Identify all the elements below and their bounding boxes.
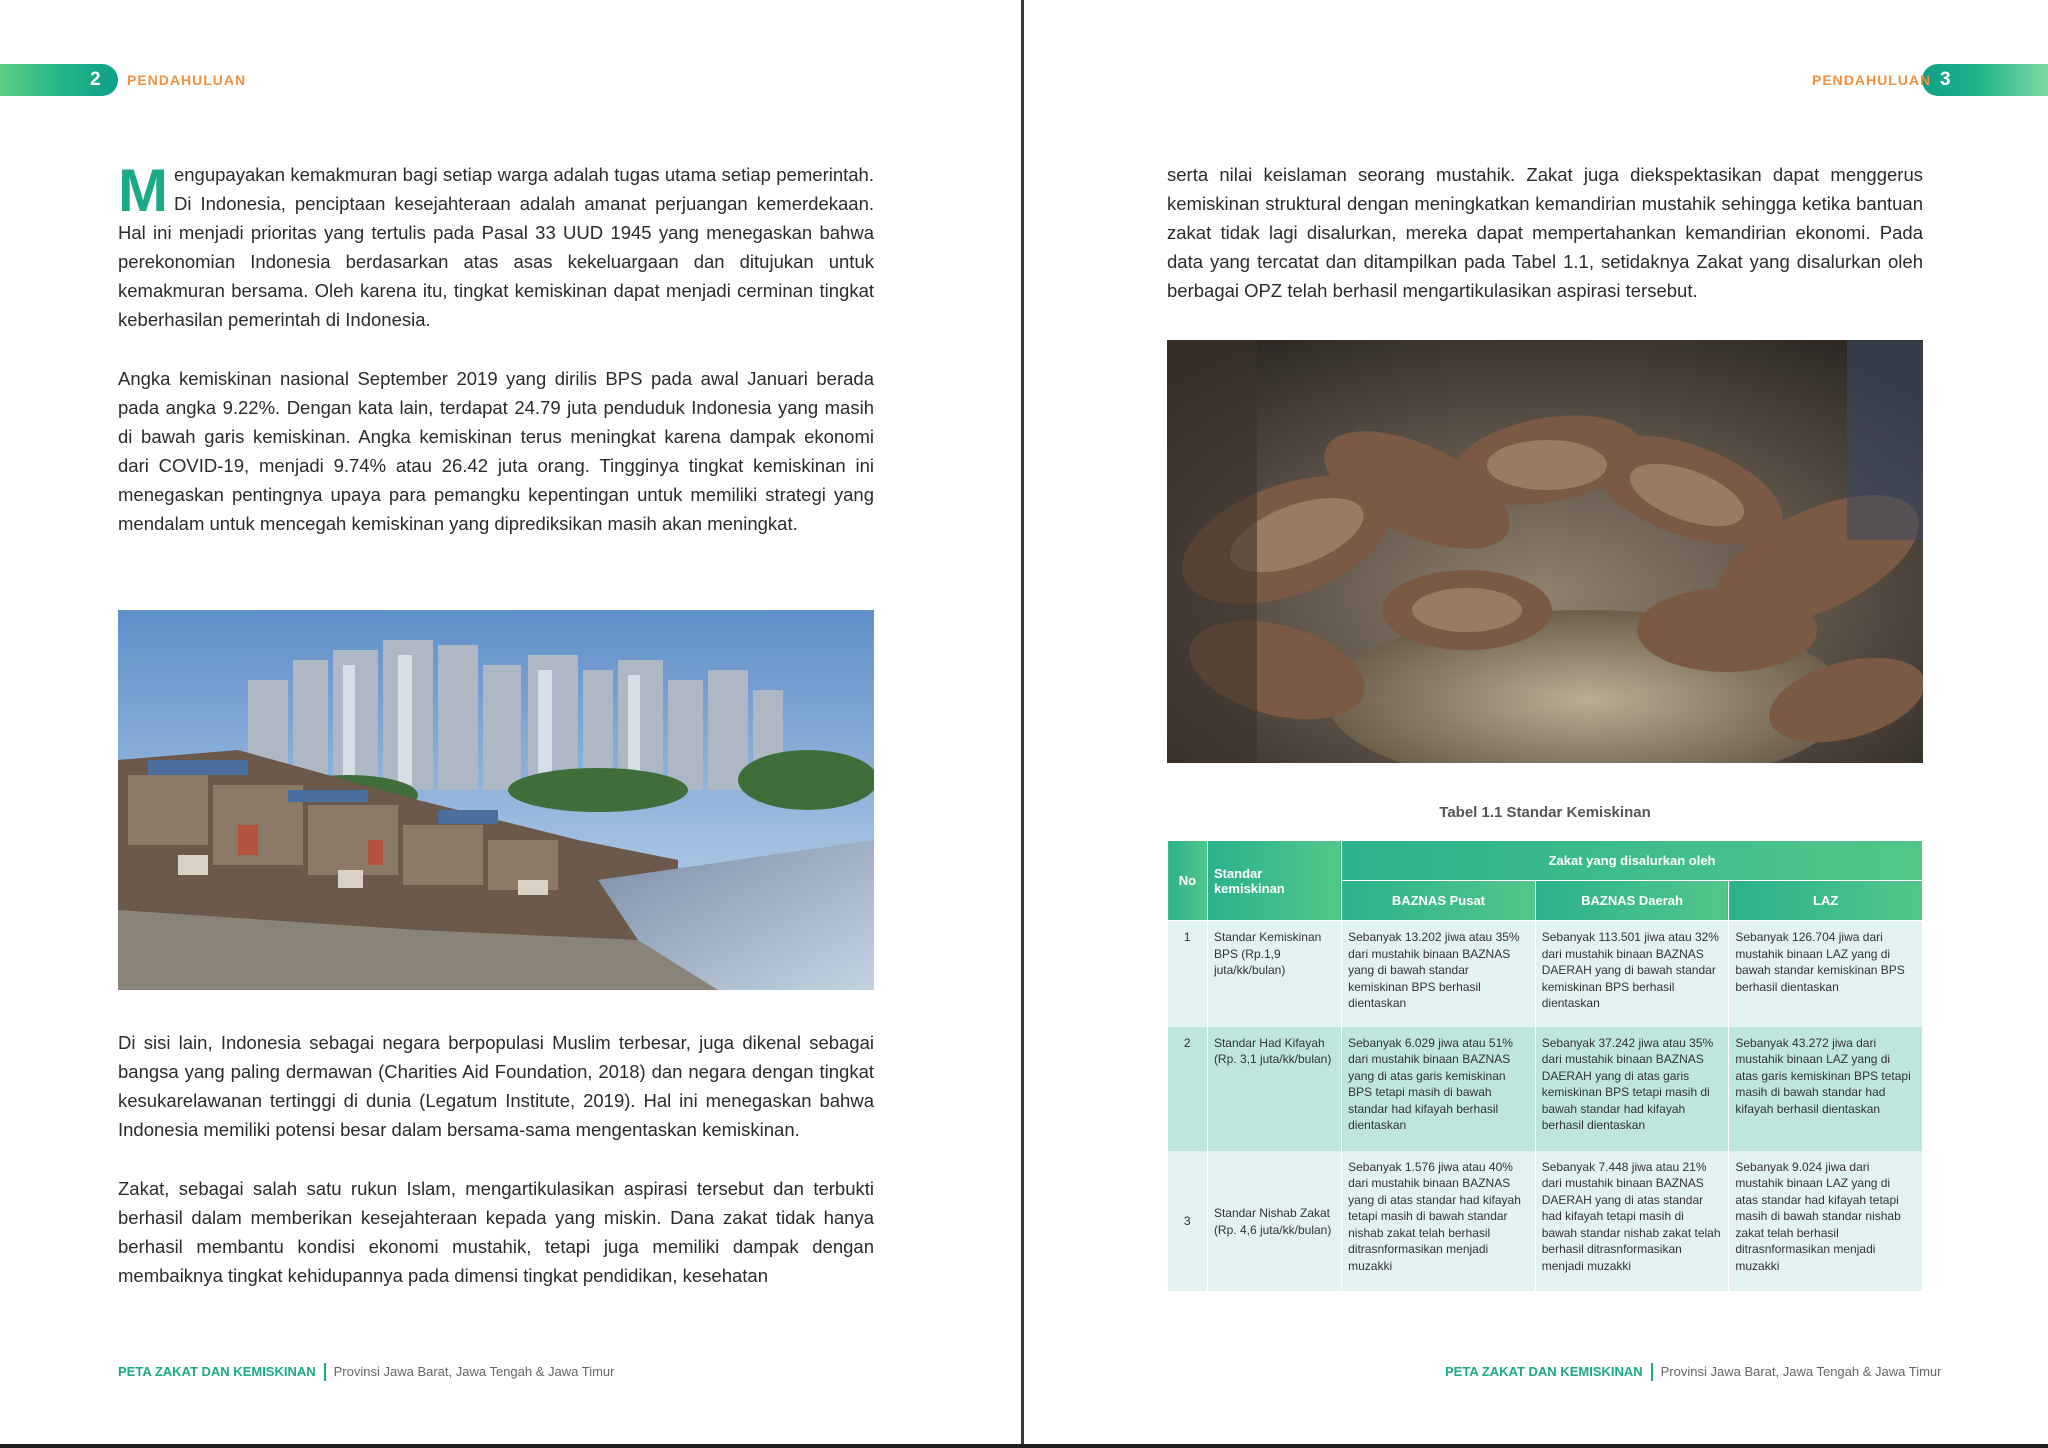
footer-subtitle: Provinsi Jawa Barat, Jawa Tengah & Jawa Timur: [333, 1364, 615, 1379]
cell-pusat: Sebanyak 6.029 jiwa atau 51% dari mustahik binaan BAZNAS yang di atas garis kemiskinan BPS tetapi masih di bawah standar had kifayah berhasil dientaskan: [1342, 1027, 1536, 1151]
cell-laz: Sebanyak 9.024 jiwa dari mustahik binaan LAZ yang di atas standar had kifayah tetapi masih di bawah standar nishab zakat telah berhasil ditrasnformasikan menjadi muzakki: [1729, 1151, 1923, 1291]
table-row: [1168, 921, 1923, 1027]
header-baznas-pusat: BAZNAS Pusat: [1342, 881, 1536, 921]
table-row: [1168, 1027, 1923, 1151]
footer-subtitle: Provinsi Jawa Barat, Jawa Tengah & Jawa Timur: [1660, 1364, 1942, 1379]
paragraph-1: serta nilai keislaman seorang mustahik. Zakat juga diekspektasikan dapat menggerus kemiskinan struktural dengan meningkatkan kemandirian mustahik sehingga ketika bantuan zakat tidak lagi disalurkan, mereka dapat mempertahankan kemandirian ekonomi. Pada data yang tercatat dan ditampilkan pada Tabel 1.1, setidaknya Zakat yang disalurkan oleh berbagai OPZ telah berhasil mengartikulasikan aspirasi tersebut.: [1167, 164, 1923, 301]
header-standar: Standar kemiskinan: [1207, 841, 1341, 921]
hands-rice-photo: [1167, 340, 1923, 763]
paragraph-4: Zakat, sebagai salah satu rukun Islam, mengartikulasikan aspirasi tersebut dan terbukti berhasil dalam memberikan kesejahteraan kepada yang miskin. Dana zakat tidak hanya berhasil membantu kondisi ekonomi mustahik, tetapi juga memiliki dampak dengan membaiknya tingkat kehidupannya pada dimensi tingkat pendidikan, kesehatan: [118, 1178, 874, 1286]
footer-title: PETA ZAKAT DAN KEMISKINAN: [1445, 1364, 1643, 1379]
page-number: 3: [1940, 69, 1951, 90]
drop-cap: M: [118, 157, 168, 224]
header-laz: LAZ: [1729, 881, 1923, 921]
paragraph-2: Angka kemiskinan nasional September 2019 yang dirilis BPS pada awal Januari berada pada angka 9.22%. Dengan kata lain, terdapat 24.79 juta penduduk Indonesia yang masih di bawah garis kemiskinan. Angka kemiskinan terus meningkat karena dampak ekonomi dari COVID-19, menjadi 9.74% atau 26.42 juta orang. Tingginya tingkat kemiskinan ini menegaskan pentingnya upaya para pemangku kepentingan untuk memiliki strategi yang mendalam untuk mencegah kemiskinan yang diprediksikan masih akan meningkat.: [118, 368, 874, 534]
bottom-rule: [0, 1444, 2048, 1448]
left-page: [0, 0, 1021, 1444]
cell-laz: Sebanyak 126.704 jiwa dari mustahik binaan LAZ yang di bawah standar kemiskinan BPS berhasil dientaskan: [1729, 921, 1923, 1027]
footer-divider: [324, 1363, 326, 1381]
footer-divider: [1651, 1363, 1653, 1381]
cell-standar: Standar Had Kifayah (Rp. 3,1 juta/kk/bulan): [1207, 1027, 1341, 1151]
cell-pusat: Sebanyak 13.202 jiwa atau 35% dari mustahik binaan BAZNAS yang di bawah standar kemiskinan BPS berhasil dientaskan: [1342, 921, 1536, 1027]
cell-standar: Standar Nishab Zakat (Rp. 4,6 juta/kk/bulan): [1207, 1151, 1341, 1291]
cell-pusat: Sebanyak 1.576 jiwa atau 40% dari mustahik binaan BAZNAS yang di atas standar had kifayah tetapi masih di bawah standar nishab zakat telah berhasil ditrasnformasikan menjadi muzakki: [1342, 1151, 1536, 1291]
cell-no: 1: [1168, 921, 1208, 1027]
poverty-standard-table: [1167, 840, 1923, 1291]
cell-standar: Standar Kemiskinan BPS (Rp.1,9 juta/kk/bulan): [1207, 921, 1341, 1027]
table-caption: Tabel 1.1 Standar Kemiskinan: [1439, 804, 1651, 821]
table-row: [1168, 1151, 1923, 1291]
paragraph-1: [118, 157, 874, 334]
cell-no: 2: [1168, 1027, 1208, 1151]
paragraph-1-text: engupayakan kemakmuran bagi setiap warga adalah tugas utama setiap pemerintah. Di Indonesia, penciptaan kesejahteraan adalah amanat perjuangan kemerdekaan. Hal ini menjadi prioritas yang tertulis pada Pasal 33 UUD 1945 yang menegaskan bahwa perekonomian Indonesia berdasarkan atas asas kekeluargaan dan ditujukan untuk kemakmuran bersama. Oleh karena itu, tingkat kemiskinan dapat menjadi cerminan tingkat keberhasilan pemerintah di Indonesia.: [118, 164, 874, 330]
header-baznas-daerah: BAZNAS Daerah: [1535, 881, 1729, 921]
header-group: Zakat yang disalurkan oleh: [1342, 841, 1923, 881]
city-slum-photo: [118, 610, 874, 990]
section-label: PENDAHULUAN: [127, 72, 247, 88]
footer: [118, 1363, 614, 1381]
paragraph-3: Di sisi lain, Indonesia sebagai negara berpopulasi Muslim terbesar, juga dikenal sebagai bangsa yang paling dermawan (Charities Aid Foundation, 2018) dan negara dengan tingkat kesukarelawanan tertinggi di dunia (Legatum Institute, 2019). Hal ini menegaskan bahwa Indonesia memiliki potensi besar dalam bersama-sama mengentaskan kemiskinan.: [118, 1032, 874, 1140]
header-no: No: [1168, 841, 1208, 921]
page-number: 2: [90, 69, 101, 90]
cell-laz: Sebanyak 43.272 jiwa dari mustahik binaan LAZ yang di atas garis kemiskinan BPS tetapi masih di bawah standar had kifayah berhasil dientaskan: [1729, 1027, 1923, 1151]
section-label: PENDAHULUAN: [1812, 72, 1932, 88]
footer-title: PETA ZAKAT DAN KEMISKINAN: [118, 1364, 316, 1379]
cell-daerah: Sebanyak 37.242 jiwa atau 35% dari mustahik binaan BAZNAS DAERAH yang di atas garis kemiskinan BPS tetapi masih di bawah standar had kifayah berhasil dientaskan: [1535, 1027, 1729, 1151]
footer: [1445, 1363, 1941, 1381]
cell-daerah: Sebanyak 7.448 jiwa atau 21% dari mustahik binaan BAZNAS DAERAH yang di atas standar had kifayah tetapi masih di bawah standar nishab zakat telah berhasil ditrasnformasikan menjadi muzakki: [1535, 1151, 1729, 1291]
cell-daerah: Sebanyak 113.501 jiwa atau 32% dari mustahik binaan BAZNAS DAERAH yang di bawah standar kemiskinan BPS berhasil dientaskan: [1535, 921, 1729, 1027]
right-page: [1024, 0, 2048, 1444]
cell-no: 3: [1168, 1151, 1208, 1291]
